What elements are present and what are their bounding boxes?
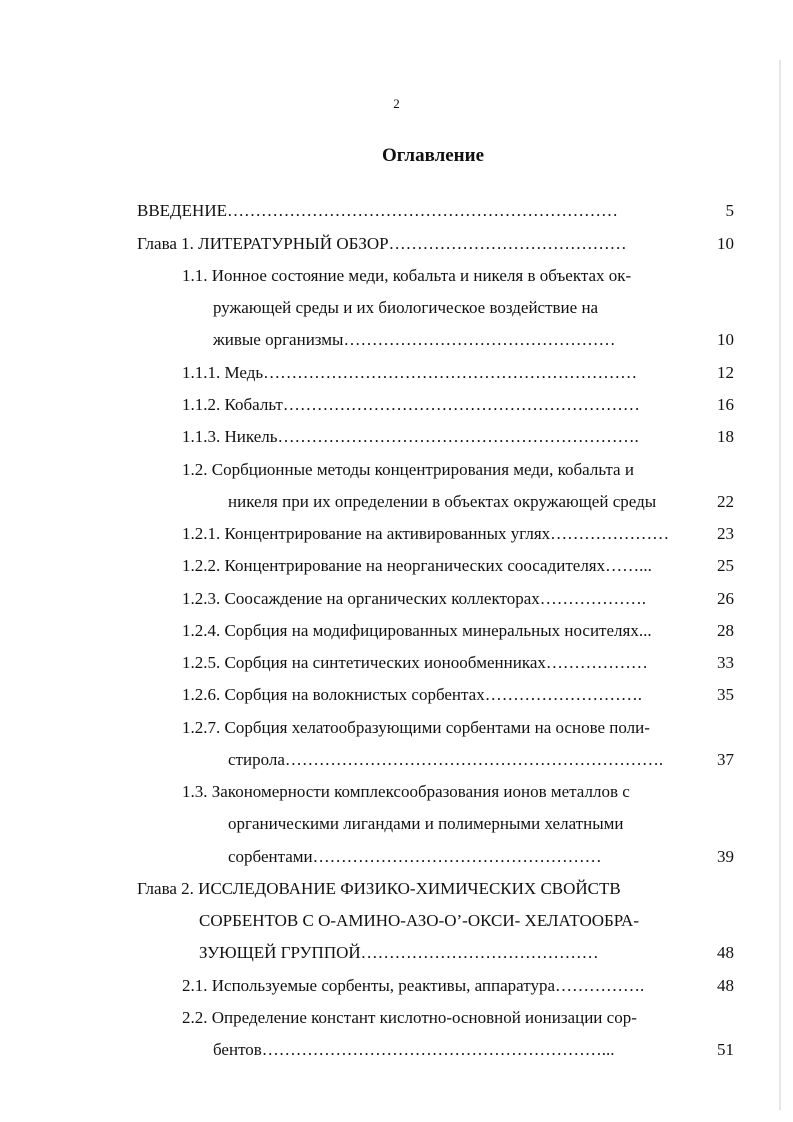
toc-page-number: 48: [717, 976, 734, 995]
page-number: 2: [393, 96, 400, 111]
toc-page-number: 10: [717, 234, 734, 253]
toc-entry-1-2-5[interactable]: 1.2.5. Сорбция на синтетических ионообменниках………………: [182, 653, 648, 672]
toc-entry-introduction[interactable]: ВВЕДЕНИЕ……………………………………………………………: [137, 201, 618, 220]
toc-entry-chapter-2-cont: ЗУЮЩЕЙ ГРУППОЙ……………………………………: [199, 943, 599, 962]
toc-entry-2-2[interactable]: 2.2. Определение констант кислотно-основной ионизации сор-: [182, 1008, 637, 1027]
toc-entry-chapter-2[interactable]: Глава 2. ИССЛЕДОВАНИЕ ФИЗИКО-ХИМИЧЕСКИХ СВОЙСТВ: [137, 879, 621, 898]
toc-page-number: 35: [717, 685, 734, 704]
toc-entry-1-1-2[interactable]: 1.1.2. Кобальт………………………………………………………: [182, 395, 640, 414]
toc-entry-chapter-1[interactable]: Глава 1. ЛИТЕРАТУРНЫЙ ОБЗОР……………………………………: [137, 234, 627, 253]
toc-page-number: 37: [717, 750, 734, 769]
toc-entry-1-1-cont: ружающей среды и их биологическое воздействие на: [213, 298, 599, 317]
toc-entry-1-3-cont: органическими лигандами и полимерными хелатными: [228, 814, 624, 833]
toc-page-number: 33: [717, 653, 734, 672]
toc-page-number: 22: [717, 492, 734, 511]
toc-entry-1-2-6[interactable]: 1.2.6. Сорбция на волокнистых сорбентах……………………….: [182, 685, 642, 704]
toc-page-number: 39: [717, 847, 734, 866]
toc-page-number: 26: [717, 589, 734, 608]
toc-page-number: 16: [717, 395, 734, 414]
toc-entry-2-1[interactable]: 2.1. Используемые сорбенты, реактивы, аппаратура…………….: [182, 976, 645, 995]
toc-entry-1-1-cont: живые организмы…………………………………………: [213, 330, 616, 349]
toc-entry-1-1-3[interactable]: 1.1.3. Никель……………………………………………………….: [182, 427, 639, 446]
toc-entry-chapter-2-cont: СОРБЕНТОВ С О-АМИНО-АЗО-О’-ОКСИ- ХЕЛАТООБРА-: [199, 911, 639, 930]
toc-page-number: 25: [717, 556, 734, 575]
toc-entry-1-1-1[interactable]: 1.1.1. Медь…………………………………………………………: [182, 363, 638, 382]
toc-entry-1-1[interactable]: 1.1. Ионное состояние меди, кобальта и никеля в объектах ок-: [182, 266, 632, 285]
toc-page-number: 12: [717, 363, 734, 382]
toc-page-number: 48: [717, 943, 734, 962]
scan-edge-shadow: [779, 60, 781, 1110]
toc-entry-1-2-1[interactable]: 1.2.1. Концентрирование на активированных углях…………………: [182, 524, 670, 543]
toc-entry-1-3[interactable]: 1.3. Закономерности комплексообразования ионов металлов с: [182, 782, 630, 801]
toc-page-number: 28: [717, 621, 734, 640]
toc-page-number: 51: [717, 1040, 734, 1059]
toc-entry-1-2-4[interactable]: 1.2.4. Сорбция на модифицированных минеральных носителях...: [182, 621, 652, 640]
toc-page-number: 10: [717, 330, 734, 349]
toc-entry-1-2-7-cont: стирола………………………………………………………….: [228, 750, 664, 769]
toc-page-number: 23: [717, 524, 734, 543]
toc-entry-1-2[interactable]: 1.2. Сорбционные методы концентрирования меди, кобальта и: [182, 460, 634, 479]
page-title: Оглавление: [381, 145, 485, 166]
toc-page-number: 5: [725, 201, 734, 220]
toc-entry-1-2-2[interactable]: 1.2.2. Концентрирование на неорганических соосадителях……...: [182, 556, 652, 575]
toc-page-number: 18: [717, 427, 734, 446]
toc-entry-1-2-7[interactable]: 1.2.7. Сорбция хелатообразующими сорбентами на основе поли-: [182, 718, 650, 737]
toc-entry-1-2-3[interactable]: 1.2.3. Соосаждение на органических коллекторах……………….: [182, 589, 646, 608]
toc-entry-2-2-cont: бентов……………………………………………………...: [213, 1040, 615, 1059]
toc-entry-1-3-cont: сорбентами……………………………………………: [228, 847, 602, 866]
toc-entry-1-2-cont: никеля при их определении в объектах окружающей среды: [228, 492, 657, 511]
